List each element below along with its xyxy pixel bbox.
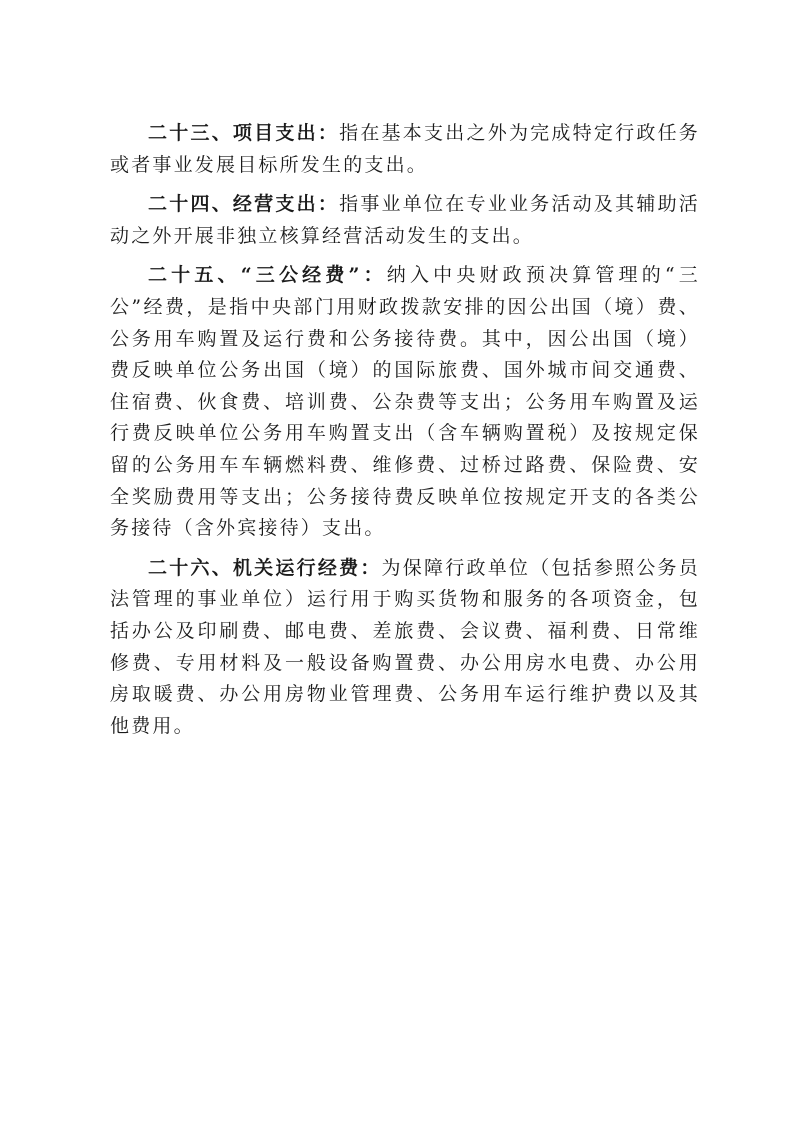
definition-text-23: 指在基本支出之外为完成特定行政任务或者事业发展目标所发生的支出。 [110,122,700,176]
definition-text-26: 为保障行政单位（包括参照公务员法管理的事业单位）运行用于购买货物和服务的各项资金，包括办公及印刷费、邮电费、差旅费、会议费、福利费、日常维修费、专用材料及一般设备购置费、办公用房水电费、办公用房取暖费、办公用房物业管理费、公务用车运行维护费以及其他费用。 [110,556,700,737]
definition-paragraph-26 [110,553,700,743]
document-body [110,118,700,750]
definition-paragraph-23 [110,118,700,181]
definition-term-24: 二十四、经营支出： [148,193,340,216]
definition-text-25: 纳入中央财政预决算管理的“三公”经费，是指中央部门用财政拨款安排的因公出国（境）费、公务用车购置及运行费和公务接待费。其中，因公出国（境）费反映单位公务出国（境）的国际旅费、国外城市间交通费、住宿费、伙食费、培训费、公杂费等支出；公务用车购置及运行费反映单位公务用车购置支出（含车辆购置税）及按规定保留的公务用车车辆燃料费、维修费、过桥过路费、保险费、安全奖励费用等支出；公务接待费反映单位按规定开支的各类公务接待（含外宾接待）支出。 [110,264,700,540]
definition-term-25: 二十五、“三公经费”： [148,264,387,287]
definition-term-23: 二十三、项目支出： [148,122,340,144]
definition-text-24: 指事业单位在专业业务活动及其辅助活动之外开展非独立核算经营活动发生的支出。 [110,193,700,247]
definition-paragraph-25 [110,260,700,544]
definition-paragraph-24 [110,189,700,252]
definition-term-26: 二十六、机关运行经费： [148,556,382,579]
